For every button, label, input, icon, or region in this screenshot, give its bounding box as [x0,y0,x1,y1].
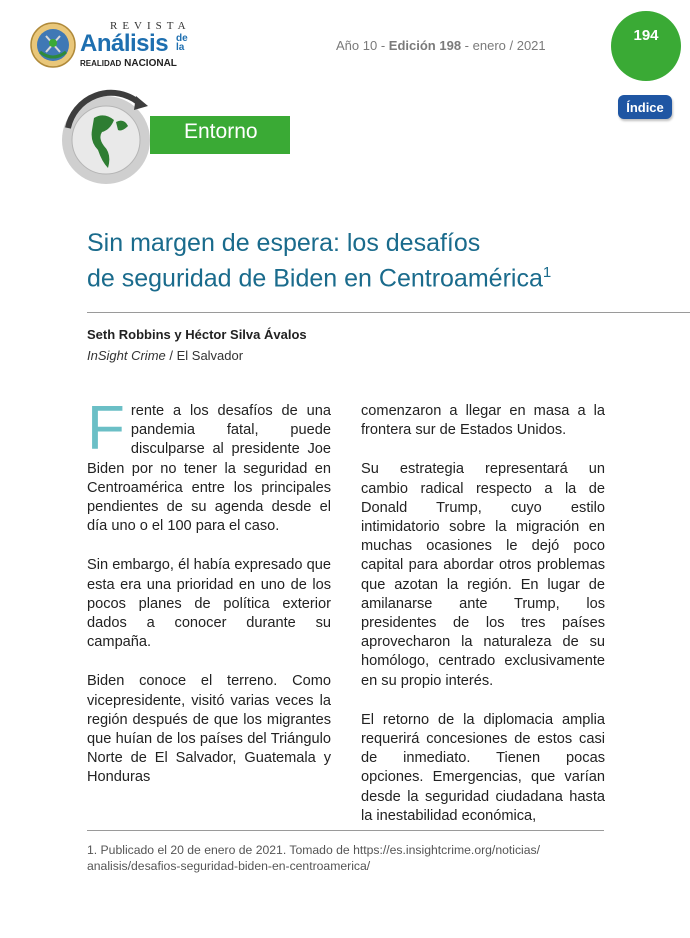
logo-revista: REVISTA [110,20,191,32]
title-divider [87,312,690,313]
edition-date: enero / 2021 [472,38,546,53]
source-name: InSight Crime [87,348,166,363]
logo-realidad: REALIDAD [80,59,122,68]
body-paragraph: Biden conoce el terreno. Como vicepresidente, visitó varias veces la región después de que los migrantes que huían de los países del Triángulo Norte de El Salvador, Guatemala y Honduras [87,673,331,786]
section-label[interactable]: Entorno [184,120,258,143]
title-line-1: Sin margen de espera: los desafíos [87,229,481,257]
meta-separator: - [380,38,386,53]
footnote [87,842,607,874]
footnote-line-2[interactable]: analisis/desafios-seguridad-biden-en-centroamerica/ [87,859,371,873]
article-title [87,228,667,293]
body-paragraph: Su estrategia representará un cambio radical respecto a la de Donald Trump, cuyo estilo intimidatorio sobre la migración en muchas ocasiones le dejó poco capital para abordar otros problemas que azotan la región. En lugar de amilanarse ante Trump, los presidentes de los tres países aprovecharon la naturaleza de su homólogo, centrado exclusivamente en su propio interés. [361,461,605,689]
globe-icon [58,88,158,188]
meta-separator: - [464,38,470,53]
drop-cap: F [87,394,125,463]
edition-year: Año 10 [336,38,378,53]
paragraph-text: rente a los desafíos de una pandemia fatal, puede disculparse al presidente Joe Biden por no tener la seguridad en Centroamérica entre los principales pendientes de su agenda desde el día uno o el 100 para el caso. [87,403,331,535]
title-line-2: de seguridad de Biden en Centroamérica [87,264,543,293]
logo-dela: de la [176,33,188,53]
magazine-logo [30,18,190,74]
edition-number: Edición 198 [388,38,462,53]
body-paragraph: comenzaron a llegar en masa a la frontera sur de Estados Unidos. [361,403,605,439]
footnote-line-1[interactable]: 1. Publicado el 20 de enero de 2021. Tomado de https://es.insightcrime.org/noticias/ [87,843,541,857]
article-affiliation [87,348,243,363]
coat-of-arms-icon [30,22,76,68]
edition-meta [336,38,546,53]
source-location: / El Salvador [169,348,244,363]
body-column-left [87,394,331,808]
page-number: 194 [633,26,659,44]
body-paragraph [87,394,331,536]
page-number-badge [611,11,681,81]
logo-realidad-nacional [80,58,177,69]
title-footnote-ref[interactable]: 1 [542,264,552,281]
body-paragraph: Sin embargo, él había expresado que esta era una prioridad en uno de los pocos planes de política exterior dados a conocer durante su campaña. [87,557,331,651]
body-column-right [361,402,605,846]
index-button[interactable]: Índice [618,95,672,119]
logo-nacional: NACIONAL [124,58,177,69]
article-authors: Seth Robbins y Héctor Silva Ávalos [87,327,307,342]
body-paragraph: El retorno de la diplomacia amplia requerirá concesiones de estos casi de inmediato. Tienen pocas opciones. Emergencias, que varían desde la seguridad ciudadana hasta la inestabilidad económica, [361,711,605,824]
footnote-divider [87,830,604,831]
logo-analisis: Análisis [80,30,169,57]
